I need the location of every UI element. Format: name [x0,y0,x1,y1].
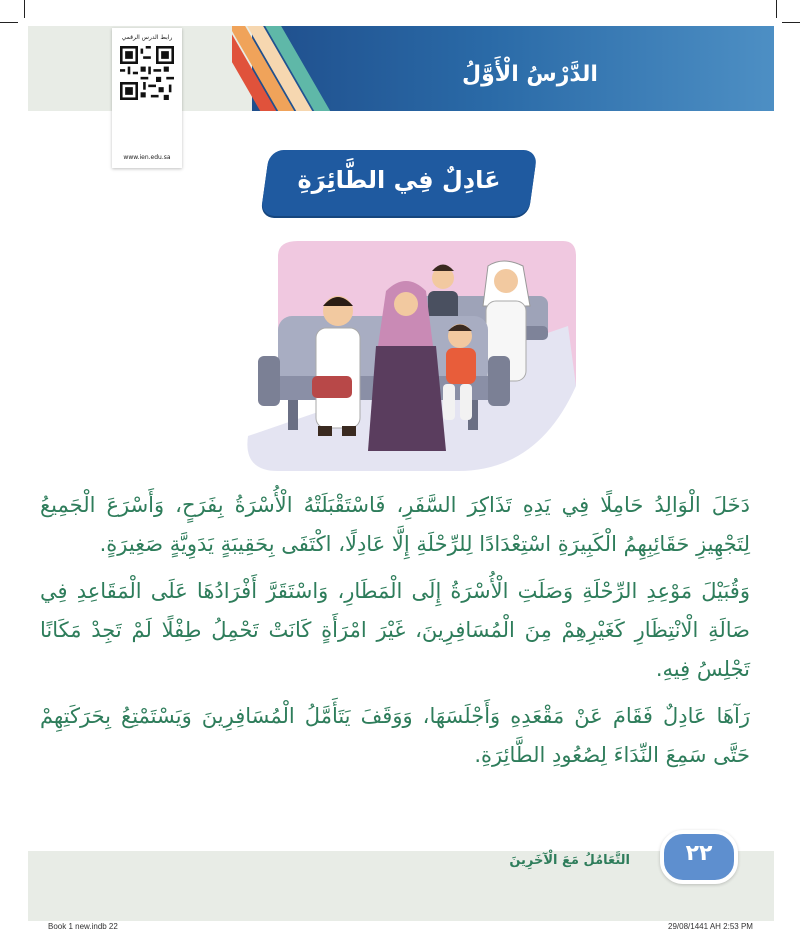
lesson-title: الدَّرْسُ الْأَوَّلُ [462,62,598,87]
qr-link-card[interactable] [112,28,182,168]
page-number: ٢٢ [685,841,713,866]
qr-code-icon[interactable] [120,46,174,100]
crop-mark [782,22,800,23]
story-body [40,486,750,775]
qr-url[interactable]: www.ien.edu.sa [123,154,171,161]
crop-mark [0,22,18,23]
paragraph: دَخَلَ الْوَالِدُ حَامِلًا فِي يَدِهِ تَذَاكِرَ السَّفَرِ، فَاسْتَقْبَلَتْهُ الْأُسْرَةُ بِفَرَحٍ، وَأَسْرَعَ الْجَمِيعُ لِتَجْهِيزِ حَقَائِبِهِمُ الْكَبِيرَةِ اسْتِعْدَادًا لِلرِّحْلَةِ إِلَّا عَادِلًا، اكْتَفَى بِحَقِيبَةٍ يَدَوِيَّةٍ صَغِيرَةٍ. [40,493,750,556]
story-title: عَادِلٌ فِي الطَّائِرَةِ [297,166,501,194]
print-slug-date: 29/08/1441 AH 2:53 PM [668,922,753,931]
paragraph: وَقُبَيْلَ مَوْعِدِ الرِّحْلَةِ وَصَلَتِ الْأُسْرَةُ إِلَى الْمَطَارِ، وَاسْتَقَرَّ أَفْرَادُهَا عَلَى الْمَقَاعِدِ فِي صَالَةِ الْانْتِظَارِ كَغَيْرِهِمْ مِنَ الْمُسَافِرِينَ، غَيْرَ امْرَأَةٍ كَانَتْ تَحْمِلُ طِفْلًا لَمْ تَجِدْ مَكَانًا تَجْلِسُ فِيهِ. [40,579,750,681]
decorative-stripes [232,26,352,111]
unit-label: التَّعَامُلُ مَعَ الْآخَرِينَ [509,853,630,868]
crop-mark [24,0,25,18]
qr-label: رابط الدرس الرقمي [121,34,173,41]
crop-mark [776,0,777,18]
paragraph: رَآهَا عَادِلٌ فَقَامَ عَنْ مَقْعَدِهِ وَأَجْلَسَهَا، وَوَقَفَ يَتَأَمَّلُ الْمُسَافِرِينَ وَيَسْتَمْتِعُ بِحَرَكَتِهِمْ حَتَّى سَمِعَ النِّدَاءَ لِصُعُودِ الطَّائِرَةِ. [40,704,750,767]
family-airport-illustration [238,236,578,474]
print-slug-file: Book 1 new.indb 22 [48,922,118,931]
